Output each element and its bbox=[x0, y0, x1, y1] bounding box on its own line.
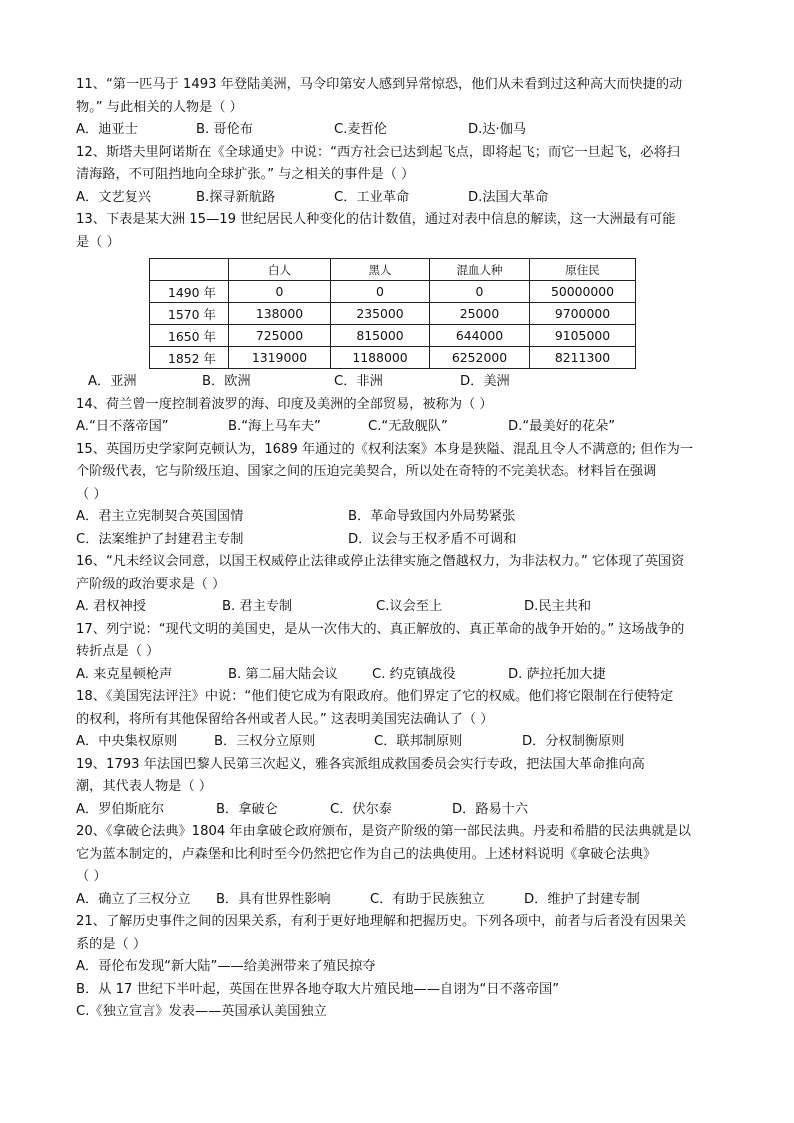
question-15 bbox=[76, 439, 718, 552]
option-b: B. 哥伦布 bbox=[196, 122, 253, 137]
option-d: D．美洲 bbox=[460, 374, 510, 389]
option-row bbox=[76, 371, 718, 394]
option-row bbox=[76, 664, 718, 687]
question-stem: 20、《拿破仑法典》1804 年由拿破仑政府颁布，是资产阶级的第一部民法典。丹麦和希腊的民法典就是以 bbox=[76, 824, 691, 839]
option-row bbox=[76, 731, 718, 754]
option-c: C. 约克镇战役 bbox=[372, 666, 456, 682]
table-row bbox=[150, 281, 636, 303]
table-cell: 1319000 bbox=[229, 347, 331, 369]
option-d: D．维护了封建专制 bbox=[524, 891, 640, 907]
question-11 bbox=[76, 74, 718, 142]
option-a: A．亚洲 bbox=[88, 374, 137, 389]
option-a: A．君主立宪制契合英国国情 bbox=[76, 509, 244, 524]
question-stem: 21、了解历史事件之间的因果关系，有利于更好地理解和把握历史。下列各项中，前者与后者没有因果关 bbox=[76, 914, 687, 929]
question-list bbox=[76, 74, 718, 1024]
table-header-row bbox=[150, 259, 636, 281]
option-c: C．伏尔泰 bbox=[330, 801, 392, 817]
question-stem: 它为蓝本制定的，卢森堡和比利时至今仍然把它作为自己的法典使用。上述材料说明《拿破仑法典》 bbox=[76, 846, 657, 862]
option-b: B．拿破仑 bbox=[216, 801, 278, 817]
table-cell: 815000 bbox=[331, 325, 430, 347]
question-12 bbox=[76, 142, 718, 210]
table-cell: 1570 年 bbox=[150, 303, 229, 325]
table-row bbox=[150, 325, 636, 347]
table-header-cell: 黑人 bbox=[331, 259, 430, 281]
table-cell: 1852 年 bbox=[150, 347, 229, 369]
option-b: B．具有世界性影响 bbox=[216, 891, 331, 907]
question-stem: 系的是（ ） bbox=[76, 936, 147, 952]
question-19 bbox=[76, 754, 718, 822]
option-b: B. 第二届大陆会议 bbox=[228, 666, 338, 682]
table-cell: 6252000 bbox=[430, 347, 530, 369]
option-c: C.麦哲伦 bbox=[334, 122, 387, 137]
question-stem: 19、1793 年法国巴黎人民第三次起义，雅各宾派组成救国委员会实行专政，把法国大革命推向高 bbox=[76, 756, 645, 772]
question-stem: 清海路，不可阻挡地向全球扩张。” 与之相关的事件是（ ） bbox=[76, 167, 415, 182]
table-header-cell: 混血人种 bbox=[430, 259, 530, 281]
table-cell: 0 bbox=[430, 281, 530, 303]
option-d: D.民主共和 bbox=[524, 599, 592, 614]
table-cell: 0 bbox=[331, 281, 430, 303]
question-stem: （ ） bbox=[76, 486, 107, 502]
option-d: D.“最美好的花朵” bbox=[508, 419, 616, 434]
table-cell: 0 bbox=[229, 281, 331, 303]
table-cell: 138000 bbox=[229, 303, 331, 325]
option-row bbox=[76, 799, 718, 822]
option-d: D. 萨拉托加大捷 bbox=[508, 666, 606, 682]
option-a: A．中央集权原则 bbox=[76, 734, 178, 749]
table-cell: 8211300 bbox=[530, 347, 636, 369]
question-stem: 18、《美国宪法评注》中说：“他们使它成为有限政府。他们界定了它的权威。他们将它限制在行使特定 bbox=[76, 689, 674, 704]
question-21 bbox=[76, 911, 718, 1024]
table-cell: 1188000 bbox=[331, 347, 430, 369]
option-b: B．欧洲 bbox=[202, 374, 251, 389]
option-b: B．三权分立原则 bbox=[214, 734, 316, 749]
option-row bbox=[76, 416, 718, 439]
table-cell: 25000 bbox=[430, 303, 530, 325]
question-stem: 17、列宁说：“现代文明的美国史，是从一次伟大的、真正解放的、真正革命的战争开始的。” 这场战争的 bbox=[76, 621, 685, 637]
option-row bbox=[76, 596, 718, 619]
option-c: C.“无敌舰队” bbox=[368, 419, 448, 434]
table-header-cell: 原住民 bbox=[530, 259, 636, 281]
question-stem: （ ） bbox=[76, 869, 107, 884]
option-d: D．分权制衡原则 bbox=[522, 734, 625, 749]
question-stem: 的权利，将所有其他保留给各州或者人民。” 这表明美国宪法确认了（ ） bbox=[76, 711, 494, 727]
option-row bbox=[76, 187, 718, 210]
table-row bbox=[150, 347, 636, 369]
table-cell: 1650 年 bbox=[150, 325, 229, 347]
option-row bbox=[76, 506, 718, 529]
option-a: A. 来克星顿枪声 bbox=[76, 666, 173, 682]
question-stem: 13、下表是某大洲 15—19 世纪居民人种变化的估计数值，通过对表中信息的解读，这一大洲最有可能 bbox=[76, 212, 676, 227]
table-cell: 725000 bbox=[229, 325, 331, 347]
question-stem: 14、荷兰曾一度控制着波罗的海、印度及美洲的全部贸易，被称为（ ） bbox=[76, 396, 493, 412]
option-b: B.探寻新航路 bbox=[196, 189, 276, 205]
question-stem: 是（ ） bbox=[76, 234, 120, 250]
option-a: A．迪亚士 bbox=[76, 122, 138, 137]
table-cell: 235000 bbox=[331, 303, 430, 325]
option-c: C.《独立宣言》发表——英国承认美国独立 bbox=[76, 1004, 327, 1019]
question-stem: 15、英国历史学家阿克顿认为，1689 年通过的《权利法案》本身是狭隘、混乱且令人不满意的; 但作为一 bbox=[76, 441, 694, 457]
option-a: A．罗伯斯庇尔 bbox=[76, 801, 165, 817]
option-c: C．联邦制原则 bbox=[374, 734, 463, 749]
option-row bbox=[76, 119, 718, 142]
question-13 bbox=[76, 209, 718, 394]
question-20 bbox=[76, 821, 718, 911]
table-header-cell bbox=[150, 259, 229, 281]
question-stem: 个阶级代表，它与阶级压迫、国家之间的压迫完美契合，所以处在奇特的不完美状态。材料旨在强调 bbox=[76, 464, 657, 479]
question-stem: 产阶级的政治要求是（ ） bbox=[76, 576, 226, 592]
option-row bbox=[76, 889, 718, 912]
question-stem: 12、斯塔夫里阿诺斯在《全球通史》中说：“西方社会已达到起飞点，即将起飞；而它一旦起飞，必将扫 bbox=[76, 144, 680, 160]
option-b: B.“海上马车夫” bbox=[228, 419, 321, 434]
table-cell: 9700000 bbox=[530, 303, 636, 325]
option-d: D．议会与王权矛盾不可调和 bbox=[348, 531, 517, 547]
option-a: A. 君权神授 bbox=[76, 599, 146, 614]
question-16 bbox=[76, 551, 718, 619]
question-14 bbox=[76, 394, 718, 439]
table-cell: 50000000 bbox=[530, 281, 636, 303]
table-cell: 9105000 bbox=[530, 325, 636, 347]
option-c: C．有助于民族独立 bbox=[370, 891, 485, 907]
option-b: B. 君主专制 bbox=[222, 599, 293, 614]
population-table bbox=[149, 258, 636, 369]
option-a: A.“日不落帝国” bbox=[76, 419, 169, 434]
question-stem: 11、“第一匹马于 1493 年登陆美洲，马令印第安人感到异常惊恐，他们从未看到过这种高大而快捷的动 bbox=[76, 77, 683, 92]
option-c: C.议会至上 bbox=[376, 599, 443, 614]
option-a: A．文艺复兴 bbox=[76, 189, 151, 205]
question-stem: 物。” 与此相关的人物是（ ） bbox=[76, 99, 243, 115]
option-a: A．哥伦布发现“新大陆”——给美洲带来了殖民掠夺 bbox=[76, 959, 376, 974]
option-a: A．确立了三权分立 bbox=[76, 891, 191, 907]
question-18 bbox=[76, 686, 718, 754]
question-stem: 潮，其代表人物是（ ） bbox=[76, 779, 213, 794]
question-stem: 转折点是（ ） bbox=[76, 644, 160, 659]
option-d: D．路易十六 bbox=[452, 801, 529, 817]
question-stem: 16、“凡未经议会同意，以国王权威停止法律或停止法律实施之僭越权力，为非法权力。” 它体现了英国资 bbox=[76, 554, 685, 569]
option-b: B．从 17 世纪下半叶起，英国在世界各地夺取大片殖民地——自诩为“日不落帝国” bbox=[76, 981, 560, 997]
table-cell: 644000 bbox=[430, 325, 530, 347]
question-17 bbox=[76, 619, 718, 687]
option-d: D.法国大革命 bbox=[468, 189, 549, 205]
table-header-cell: 白人 bbox=[229, 259, 331, 281]
option-d: D.达·伽马 bbox=[468, 122, 527, 137]
table-row bbox=[150, 303, 636, 325]
option-row bbox=[76, 529, 718, 552]
option-c: C．非洲 bbox=[334, 374, 383, 389]
option-c: C．法案维护了封建君主专制 bbox=[76, 531, 244, 547]
option-b: B．革命导致国内外局势紧张 bbox=[348, 509, 516, 524]
option-c: C．工业革命 bbox=[334, 189, 410, 205]
table-cell: 1490 年 bbox=[150, 281, 229, 303]
